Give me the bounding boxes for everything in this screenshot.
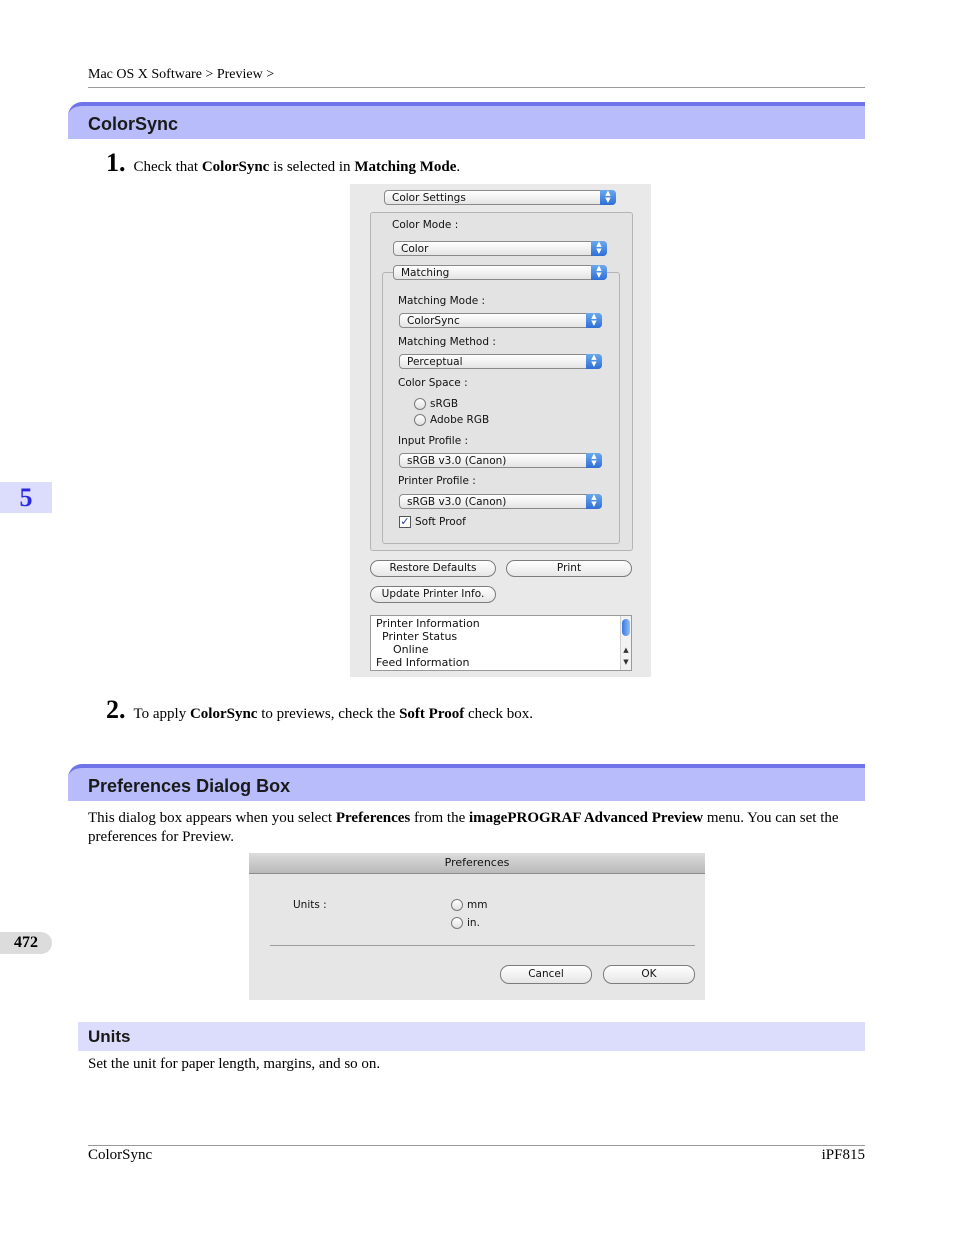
soft-proof-checkbox[interactable]: ✓: [400, 515, 410, 528]
cancel-button[interactable]: Cancel: [500, 965, 592, 984]
section-header-preferences: [68, 764, 865, 801]
footer-rule: [88, 1145, 865, 1146]
color-settings-panel: [350, 184, 651, 677]
radio-mm-label: mm: [467, 899, 488, 911]
preferences-dialog: [249, 853, 705, 1000]
list-item: Feed Information: [376, 656, 470, 669]
step-text: Check that ColorSync is selected in Matching Mode.: [133, 159, 461, 175]
header-rule: [88, 87, 865, 88]
input-profile-popup[interactable]: sRGB v3.0 (Canon) ▲ ▼: [399, 453, 602, 468]
radio-srgb-label: sRGB: [430, 398, 459, 410]
settings-group: [370, 212, 633, 551]
section-header-colorsync: [68, 102, 865, 139]
input-profile-label: Input Profile :: [398, 435, 469, 447]
matching-method-label: Matching Method :: [398, 336, 496, 348]
popup-arrows-icon: ▲ ▼: [586, 453, 602, 468]
matching-method-popup[interactable]: Perceptual ▲ ▼: [399, 354, 602, 369]
list-item: Printer Information: [376, 617, 480, 630]
dialog-separator: [270, 945, 695, 946]
color-settings-popup[interactable]: Color Settings ▲ ▼: [384, 190, 616, 205]
step-2: [106, 695, 533, 725]
scroll-down-icon[interactable]: ▼: [623, 658, 629, 666]
radio-in-label: in.: [467, 917, 480, 929]
list-scrollbar[interactable]: [620, 616, 631, 670]
step-text: To apply ColorSync to previews, check the Soft Proof check box.: [133, 706, 533, 722]
subsection-header-units: [78, 1022, 865, 1051]
restore-defaults-button[interactable]: Restore Defaults: [370, 560, 496, 577]
matching-popup[interactable]: Matching ▲ ▼: [393, 265, 607, 280]
scroll-up-icon[interactable]: ▲: [623, 646, 629, 654]
printer-info-list[interactable]: [370, 615, 632, 671]
footer-left: ColorSync: [88, 1147, 153, 1163]
printer-profile-label: Printer Profile :: [398, 475, 476, 487]
step-number: 1.: [106, 148, 126, 177]
printer-profile-popup[interactable]: sRGB v3.0 (Canon) ▲ ▼: [399, 494, 602, 509]
section-title: Preferences Dialog Box: [88, 776, 291, 796]
page-number: 472: [0, 932, 52, 954]
soft-proof-label: Soft Proof: [415, 516, 466, 528]
popup-arrows-icon: ▲ ▼: [591, 241, 607, 256]
preferences-intro: This dialog box appears when you select Preferences from the imagePROGRAF Advanced Preview menu. You can set the preferences for Preview.: [88, 810, 839, 845]
breadcrumb: Mac OS X Software > Preview >: [88, 67, 275, 82]
scroll-thumb[interactable]: [622, 619, 630, 636]
subsection-title: Units: [88, 1027, 131, 1046]
popup-arrows-icon: ▲ ▼: [586, 494, 602, 509]
dialog-title: Preferences: [249, 853, 705, 874]
color-mode-popup[interactable]: Color ▲ ▼: [393, 241, 607, 256]
popup-arrows-icon: ▲ ▼: [586, 313, 602, 328]
popup-arrows-icon: ▲ ▼: [591, 265, 607, 280]
popup-arrows-icon: ▲ ▼: [586, 354, 602, 369]
radio-adobe-rgb[interactable]: [414, 414, 426, 426]
step-number: 2.: [106, 695, 126, 724]
units-label: Units :: [293, 899, 327, 911]
matching-mode-label: Matching Mode :: [398, 295, 486, 307]
color-mode-label: Color Mode :: [392, 219, 459, 231]
print-button[interactable]: Print: [506, 560, 632, 577]
list-item: Printer Status: [382, 630, 458, 643]
color-space-label: Color Space :: [398, 377, 468, 389]
radio-mm[interactable]: [451, 899, 463, 911]
radio-srgb[interactable]: [414, 398, 426, 410]
radio-in[interactable]: [451, 917, 463, 929]
matching-group: [382, 264, 620, 544]
matching-mode-popup[interactable]: ColorSync ▲ ▼: [399, 313, 602, 328]
section-title: ColorSync: [88, 114, 179, 134]
ok-button[interactable]: OK: [603, 965, 695, 984]
step-1: [106, 148, 460, 178]
chapter-tab: 5: [0, 482, 52, 513]
list-item: Online: [393, 643, 429, 656]
update-printer-info-button[interactable]: Update Printer Info.: [370, 586, 496, 603]
footer-right: iPF815: [821, 1147, 865, 1163]
radio-adobe-rgb-label: Adobe RGB: [430, 414, 490, 426]
popup-arrows-icon: ▲ ▼: [600, 190, 616, 205]
units-description: Set the unit for paper length, margins, and so on.: [88, 1056, 381, 1072]
